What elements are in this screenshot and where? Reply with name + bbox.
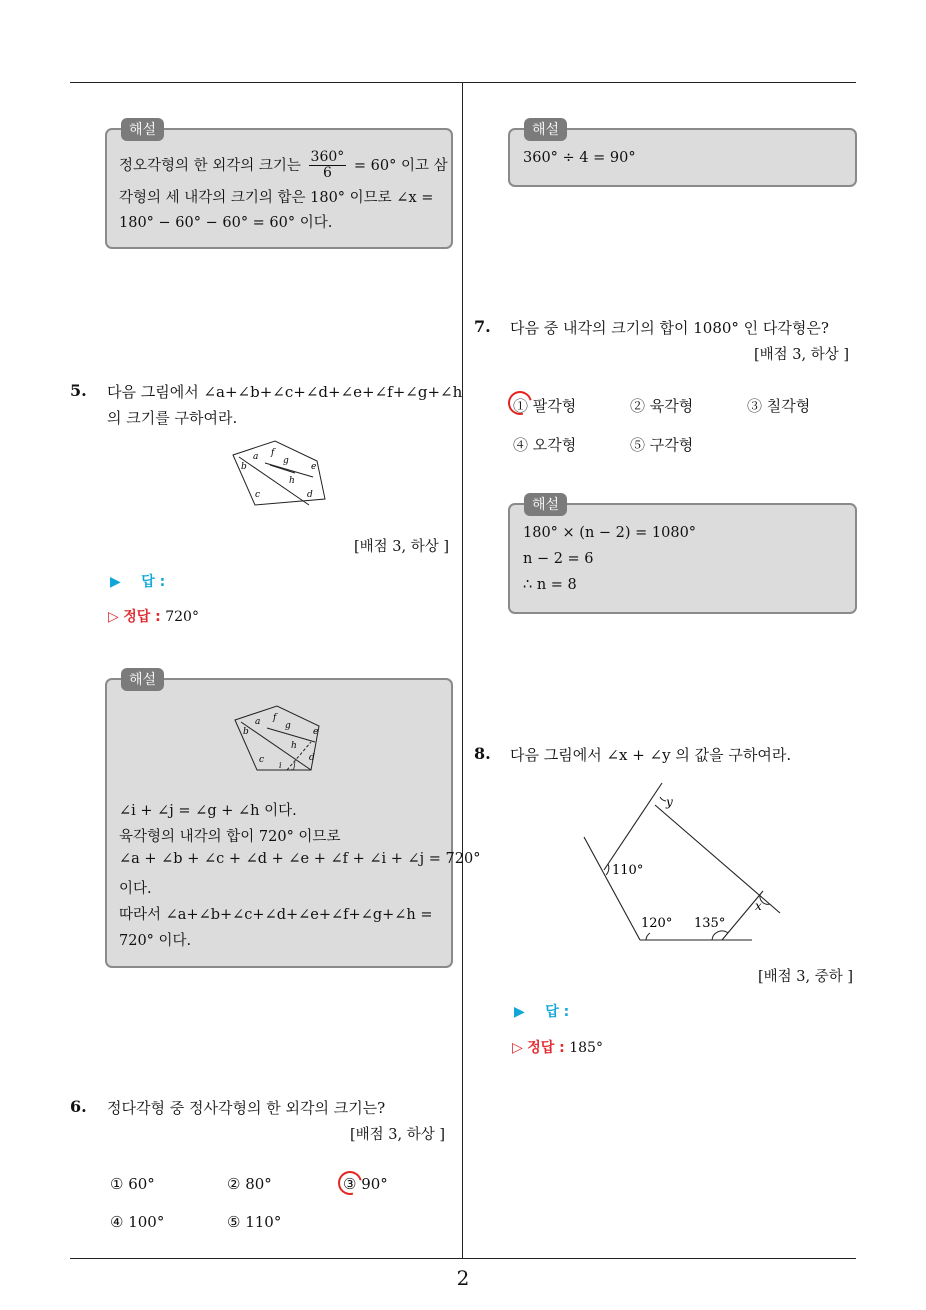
svg-text:f: f bbox=[273, 713, 277, 723]
q7-text: 다음 중 내각의 크기의 합이 1080° 인 다각형은? bbox=[510, 319, 829, 337]
q5-label-a: a bbox=[253, 452, 259, 462]
q5-figure bbox=[225, 435, 335, 510]
q6-selected-mark bbox=[334, 1167, 367, 1200]
q5-answer-row bbox=[110, 571, 165, 591]
q4-explanation-line1: 정오각형의 한 외각의 크기는 $\frac{360^\circ}{6}$ = 60° 이고 삼 bbox=[119, 149, 448, 182]
q6-explanation-line: 360° ÷ 4 = 90° bbox=[523, 150, 636, 166]
explanation-tag: 해설 bbox=[524, 493, 567, 516]
explanation-tag: 해설 bbox=[121, 118, 164, 141]
q8-score: [배점 3, 중하 ] bbox=[758, 969, 854, 985]
correct-triangle-icon: ▷ bbox=[512, 1040, 523, 1056]
q8-correct-row bbox=[512, 1037, 603, 1057]
q5-explanation-figure bbox=[227, 700, 337, 775]
q5-label-g: g bbox=[283, 456, 289, 466]
q5-explanation-line2: 육각형의 내각의 합이 720° 이므로 bbox=[119, 829, 341, 845]
q6-choice-5[interactable]: ⑤ 110° bbox=[227, 1213, 282, 1231]
q8-label-110: 110° bbox=[612, 863, 644, 878]
q8-label-y: y bbox=[666, 795, 673, 809]
svg-text:a: a bbox=[255, 717, 261, 727]
explanation-tag: 해설 bbox=[524, 118, 567, 141]
answer-play-icon: ▶ bbox=[514, 1004, 525, 1020]
q8-label-135: 135° bbox=[694, 916, 726, 931]
q4-explanation-box bbox=[105, 122, 453, 249]
q8-figure bbox=[580, 775, 790, 945]
svg-text:j: j bbox=[293, 761, 296, 770]
q5-label-h: h bbox=[289, 476, 295, 486]
q5-explanation-line6: 720° 이다. bbox=[119, 933, 192, 949]
q5-correct-row bbox=[108, 606, 199, 626]
q5-label-b: b bbox=[241, 462, 247, 472]
q5-explanation-line3: ∠a + ∠b + ∠c + ∠d + ∠e + ∠f + ∠i + ∠j = 720° bbox=[119, 851, 481, 867]
q6-choice-1[interactable]: ① 60° bbox=[110, 1175, 155, 1193]
q5-label-d: d bbox=[307, 490, 313, 500]
q5-label-e: e bbox=[311, 462, 317, 472]
q7-score: [배점 3, 하상 ] bbox=[754, 347, 850, 363]
top-rule bbox=[70, 82, 856, 83]
q8-correct-label: 정답 : bbox=[527, 1040, 565, 1056]
q7-choice-1[interactable]: ① 팔각형 bbox=[513, 397, 577, 415]
q5-number: 5. bbox=[70, 381, 87, 400]
q7-choice-5[interactable]: ⑤ 구각형 bbox=[630, 436, 694, 454]
q6-choice-2[interactable]: ② 80° bbox=[227, 1175, 272, 1193]
q5-explanation-box bbox=[105, 672, 481, 968]
svg-text:e: e bbox=[313, 727, 319, 737]
q6-choice-4[interactable]: ④ 100° bbox=[110, 1213, 165, 1231]
q7-number: 7. bbox=[474, 317, 491, 336]
q5-label-c: c bbox=[255, 490, 261, 500]
q6-score: [배점 3, 하상 ] bbox=[350, 1127, 446, 1143]
q8-label-120: 120° bbox=[641, 916, 673, 931]
q7-explanation-box bbox=[508, 497, 857, 614]
svg-text:d: d bbox=[309, 753, 315, 763]
q5-answer-label: 답 : bbox=[141, 574, 166, 590]
q6-choice-3[interactable]: ③ 90° bbox=[343, 1175, 388, 1193]
q5-correct-label: 정답 : bbox=[123, 609, 161, 625]
correct-triangle-icon: ▷ bbox=[108, 609, 119, 625]
q6-text: 정다각형 중 정사각형의 한 외각의 크기는? bbox=[107, 1099, 386, 1117]
svg-text:g: g bbox=[285, 721, 291, 731]
q6-number: 6. bbox=[70, 1097, 87, 1116]
svg-text:b: b bbox=[243, 727, 249, 737]
q4-explanation-line2: 각형의 세 내각의 크기의 합은 180° 이므로 ∠x = bbox=[119, 190, 434, 206]
page-number: 2 bbox=[456, 1266, 470, 1290]
q7-explanation-line2: n − 2 = 6 bbox=[523, 551, 594, 567]
q7-choice-3[interactable]: ③ 칠각형 bbox=[747, 397, 811, 415]
bottom-rule bbox=[70, 1258, 856, 1259]
q5-score: [배점 3, 하상 ] bbox=[354, 539, 450, 555]
q5-label-f: f bbox=[271, 448, 275, 458]
q8-text: 다음 그림에서 ∠x + ∠y 의 값을 구하여라. bbox=[510, 746, 792, 764]
q8-label-x: x bbox=[755, 899, 762, 913]
explanation-tag: 해설 bbox=[121, 668, 164, 691]
q5-explanation-line4: 이다. bbox=[119, 881, 152, 897]
q8-answer-row bbox=[514, 1001, 569, 1021]
svg-text:i: i bbox=[279, 761, 282, 770]
q4-explanation-line3: 180° − 60° − 60° = 60° 이다. bbox=[119, 215, 333, 231]
q5-text-line1: 다음 그림에서 ∠a+∠b+∠c+∠d+∠e+∠f+∠g+∠h bbox=[107, 383, 463, 401]
answer-play-icon: ▶ bbox=[110, 574, 121, 590]
svg-text:h: h bbox=[291, 741, 297, 751]
q7-explanation-line3: ∴ n = 8 bbox=[523, 577, 577, 593]
column-divider bbox=[462, 83, 463, 1259]
q5-explanation-line5: 따라서 ∠a+∠b+∠c+∠d+∠e+∠f+∠g+∠h = bbox=[119, 907, 433, 923]
q5-explanation-line1: ∠i + ∠j = ∠g + ∠h 이다. bbox=[119, 803, 297, 819]
q7-explanation-line1: 180° × (n − 2) = 1080° bbox=[523, 525, 697, 541]
q7-choice-2[interactable]: ② 육각형 bbox=[630, 397, 694, 415]
q4-fraction: $\frac{360^\circ}{6}$ bbox=[310, 149, 345, 182]
q8-correct-value: 185° bbox=[569, 1040, 603, 1056]
q8-answer-label: 답 : bbox=[545, 1004, 570, 1020]
svg-text:c: c bbox=[259, 755, 265, 765]
q7-choice-4[interactable]: ④ 오각형 bbox=[513, 436, 577, 454]
q6-explanation-box bbox=[508, 122, 857, 187]
q5-text-line2: 의 크기를 구하여라. bbox=[107, 409, 238, 427]
q5-correct-value: 720° bbox=[165, 609, 199, 625]
q8-number: 8. bbox=[474, 744, 491, 763]
